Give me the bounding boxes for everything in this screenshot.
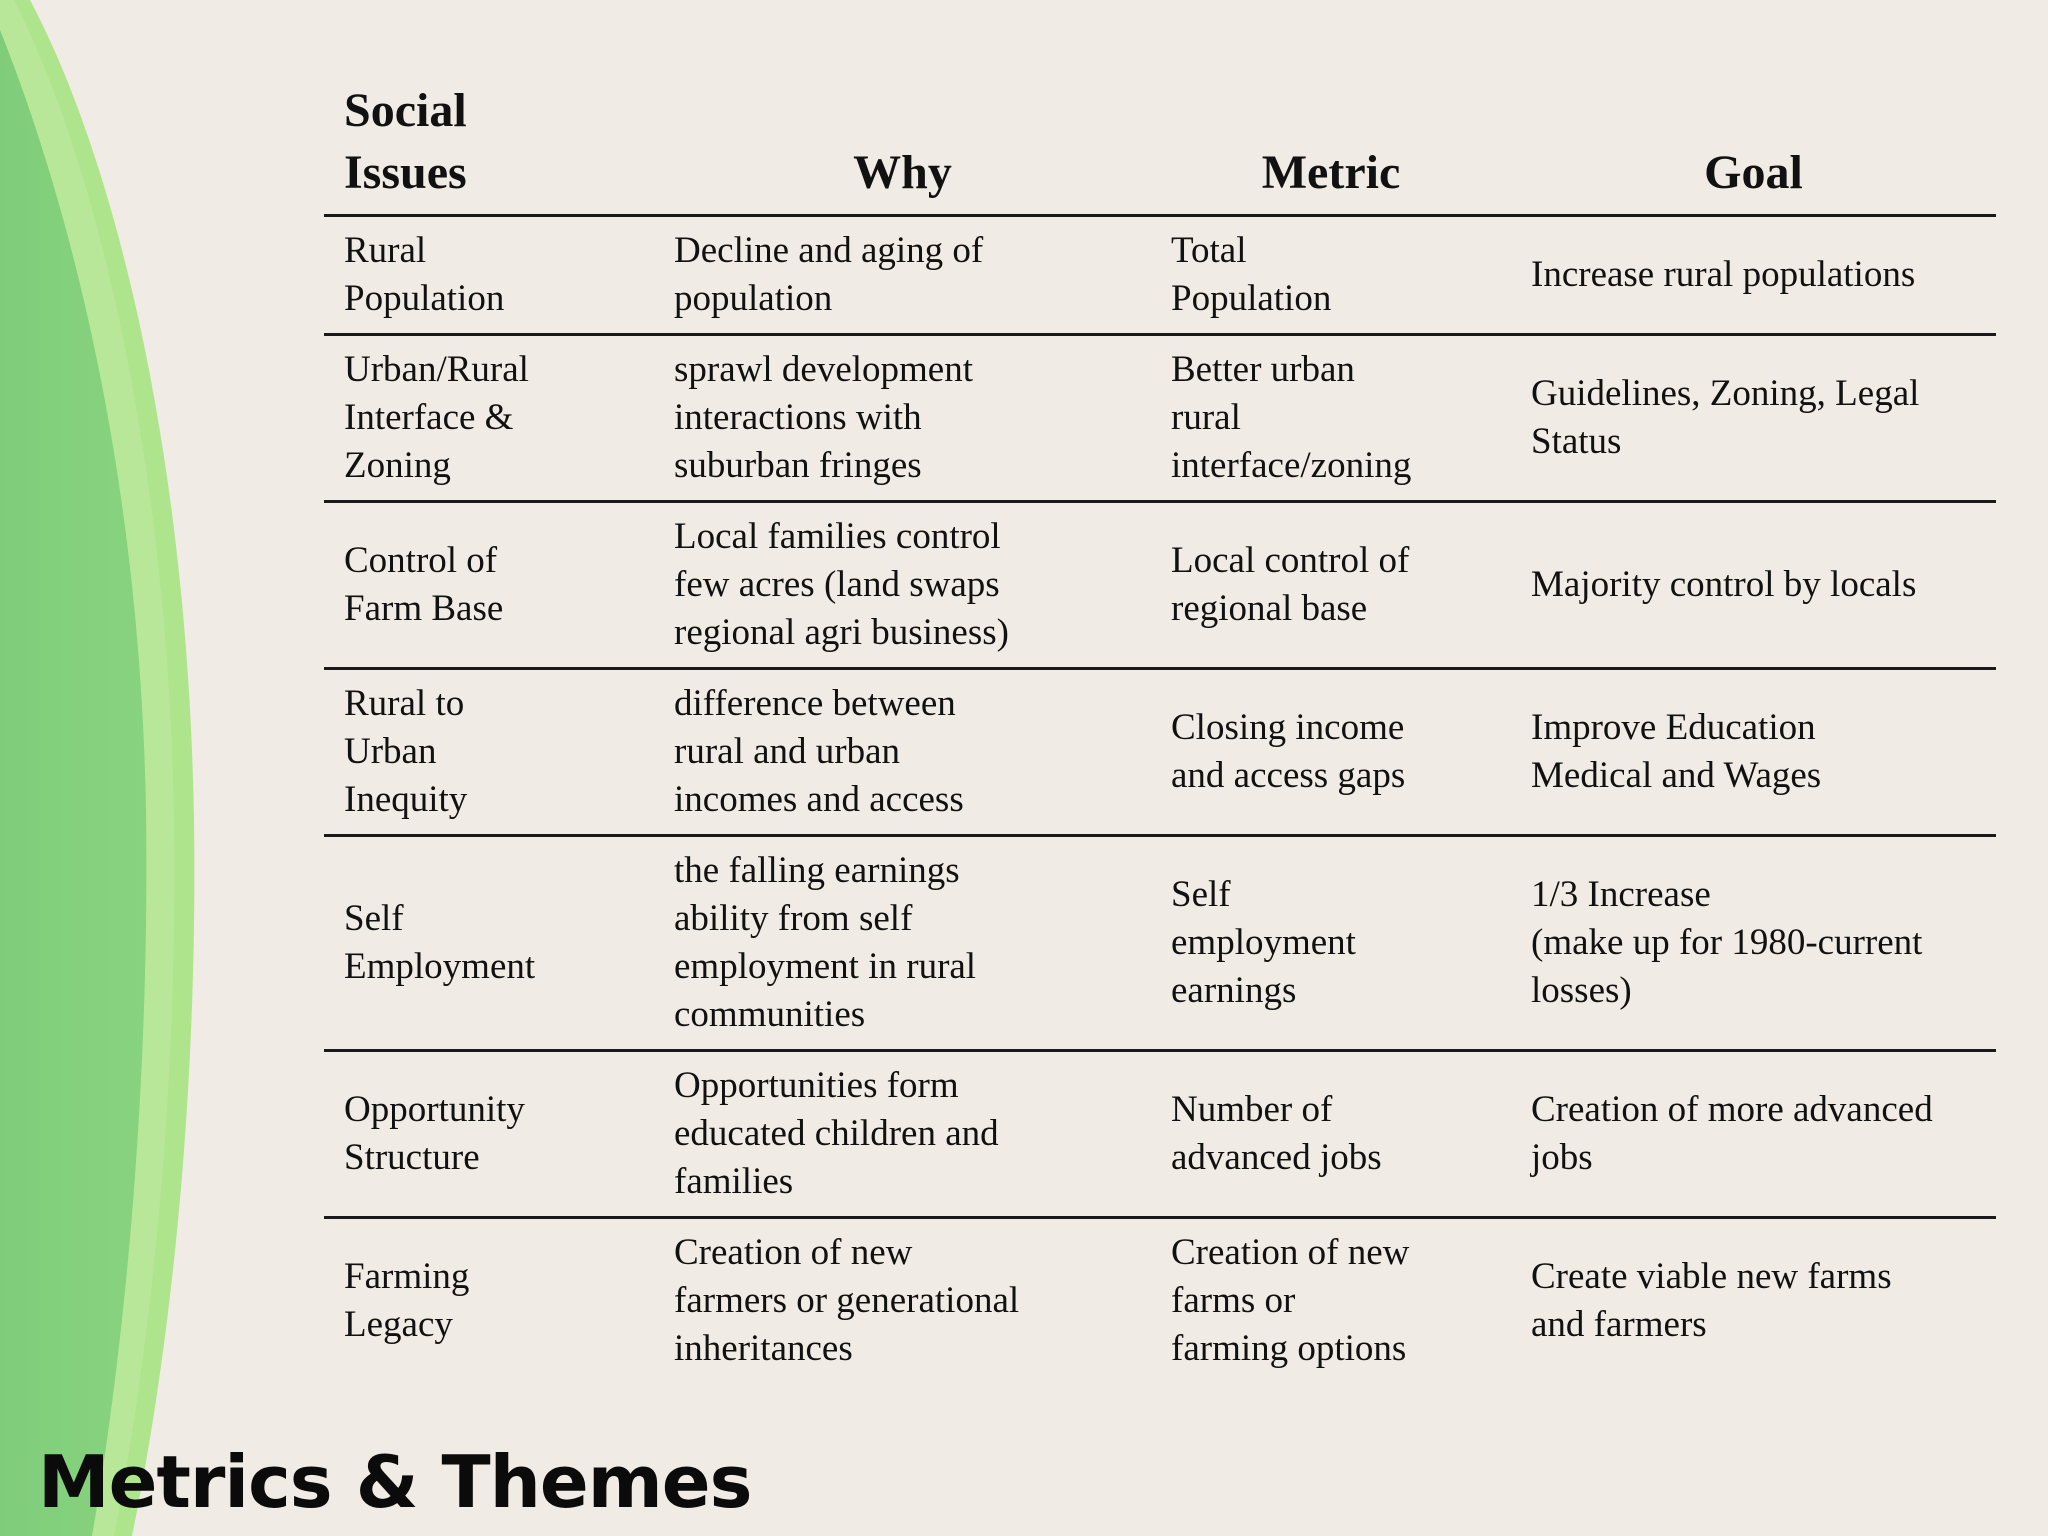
- header-why-label: Why: [853, 146, 952, 199]
- cell-why: Local families control few acres (land swaps regional agri business): [654, 502, 1151, 669]
- cell-metric: Local control of regional base: [1151, 502, 1511, 669]
- header-metric-label: Metric: [1261, 146, 1401, 199]
- table-row: [324, 669, 1996, 836]
- cell-why: the falling earnings ability from self employment in rural communities: [654, 836, 1151, 1051]
- cell-social-issue: Self Employment: [324, 836, 654, 1051]
- table-row: [324, 335, 1996, 502]
- cell-goal: Improve Education Medical and Wages: [1511, 669, 1996, 836]
- cell-why: Creation of new farmers or generational inheritances: [674, 1232, 1020, 1369]
- cell-goal: Guidelines, Zoning, Legal Status: [1511, 335, 1996, 502]
- cell-goal: Creation of more advanced jobs: [1511, 1051, 1996, 1218]
- cell-why: Decline and aging of population: [654, 216, 1151, 335]
- cell-metric: Closing income and access gaps: [1151, 669, 1511, 836]
- table-row: [324, 1051, 1996, 1218]
- header-social-issues: [324, 72, 654, 216]
- metrics-table: [324, 72, 1996, 1383]
- table-row: [324, 502, 1996, 669]
- header-goal: [1511, 72, 1996, 216]
- cell-social-issue: Rural Population: [324, 216, 654, 335]
- header-why: [654, 72, 1151, 216]
- table-row: [324, 216, 1996, 335]
- cell-metric: Self employment earnings: [1151, 836, 1511, 1051]
- cell-goal: Create viable new farms and farmers: [1531, 1256, 1892, 1345]
- table-row: [324, 1218, 1996, 1384]
- cell-why: Opportunities form educated children and families: [654, 1051, 1151, 1218]
- cell-social-issue: Control of Farm Base: [324, 502, 654, 669]
- cell-social-issue: Urban/Rural Interface & Zoning: [324, 335, 654, 502]
- cell-goal: 1/3 Increase (make up for 1980-current losses): [1511, 836, 1996, 1051]
- cell-goal: Majority control by locals: [1511, 502, 1996, 669]
- cell-why: difference between rural and urban incomes and access: [654, 669, 1151, 836]
- table-header-row: [324, 72, 1996, 216]
- cell-why: sprawl development interactions with suburban fringes: [654, 335, 1151, 502]
- cell-social-issue: Farming Legacy: [344, 1256, 470, 1345]
- slide-title: Metrics & Themes: [38, 1440, 752, 1524]
- header-metric: [1151, 72, 1511, 216]
- cell-metric: Total Population: [1151, 216, 1511, 335]
- cell-goal: Increase rural populations: [1511, 216, 1996, 335]
- cell-metric: Better urban rural interface/zoning: [1151, 335, 1511, 502]
- header-social-issues-label: Social Issues: [344, 84, 467, 199]
- cell-social-issue: Rural to Urban Inequity: [324, 669, 654, 836]
- header-goal-label: Goal: [1704, 146, 1803, 199]
- cell-metric: Creation of new farms or farming options: [1171, 1232, 1410, 1369]
- cell-metric: Number of advanced jobs: [1151, 1051, 1511, 1218]
- cell-social-issue: Opportunity Structure: [324, 1051, 654, 1218]
- table-row: [324, 836, 1996, 1051]
